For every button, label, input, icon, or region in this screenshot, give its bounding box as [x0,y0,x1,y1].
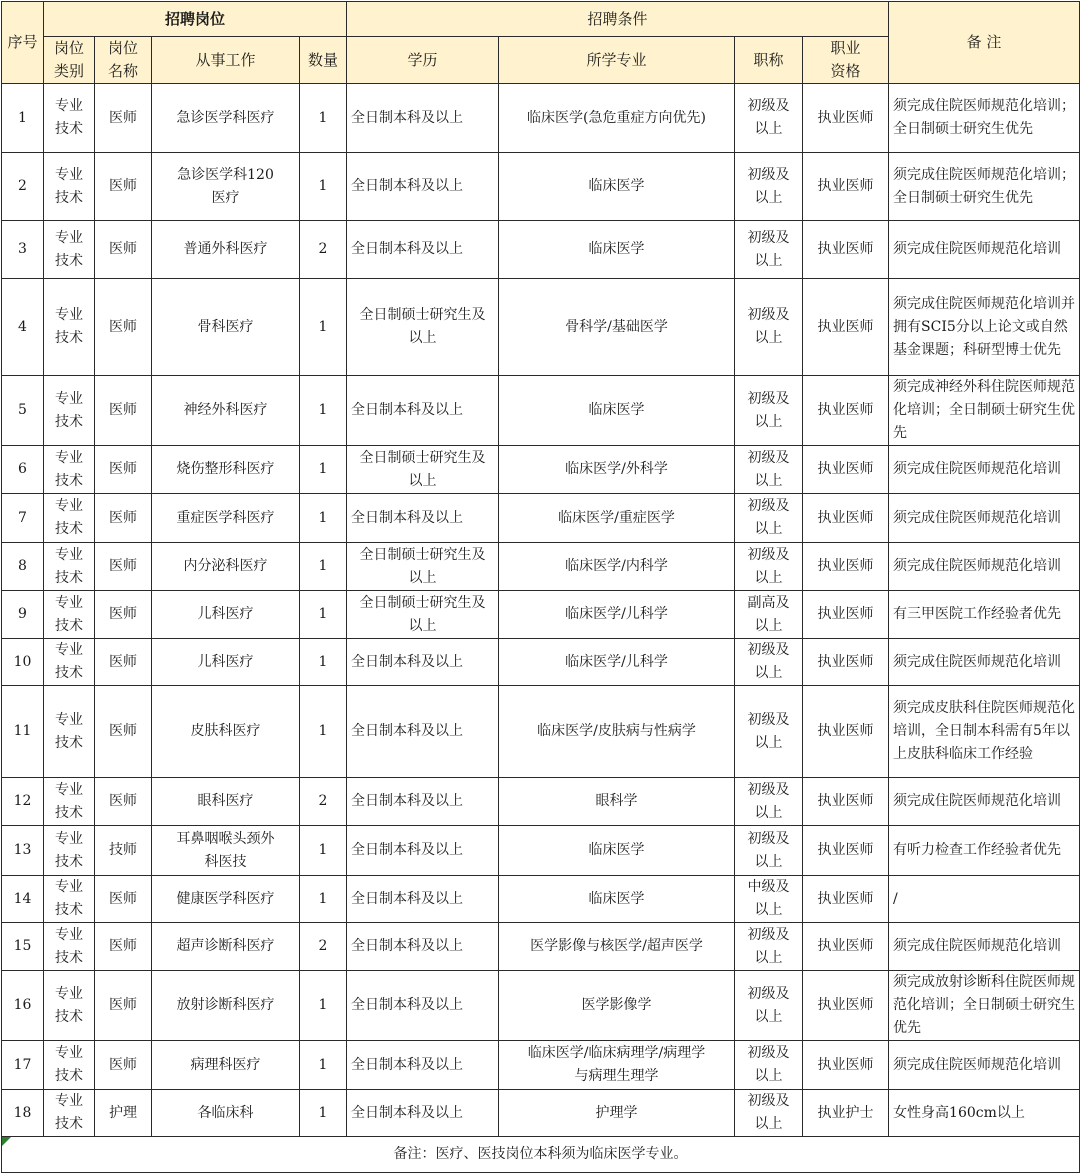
cell-education: 全日制本科及以上 [347,221,499,279]
cell-education: 全日制本科及以上 [347,153,499,221]
cell-count: 1 [300,826,347,876]
cell-post-category: 专业技术 [44,376,95,446]
cell-count: 1 [300,376,347,446]
cell-post-category: 专业技术 [44,971,95,1041]
cell-qualification: 执业医师 [803,923,889,971]
cell-post-category: 专业技术 [44,591,95,639]
cell-major: 临床医学 [499,376,735,446]
header-title: 职称 [735,37,803,84]
cell-qualification: 执业医师 [803,826,889,876]
cell-note: 须完成住院医师规范化培训；全日制硕士研究生优先 [889,153,1080,221]
cell-qualification: 执业医师 [803,686,889,778]
cell-title: 初级及以上 [735,639,803,686]
cell-work: 神经外科医疗 [152,376,300,446]
cell-seq: 18 [2,1090,44,1137]
cell-qualification: 执业医师 [803,639,889,686]
cell-work: 儿科医疗 [152,639,300,686]
cell-seq: 2 [2,153,44,221]
cell-major: 医学影像与核医学/超声医学 [499,923,735,971]
table-row [2,639,1080,686]
cell-post-name: 医师 [95,591,152,639]
header-education: 学历 [347,37,499,84]
cell-work: 耳鼻咽喉头颈外科医技 [152,826,300,876]
cell-seq: 16 [2,971,44,1041]
cell-count: 1 [300,971,347,1041]
cell-education: 全日制本科及以上 [347,826,499,876]
cell-post-name: 医师 [95,971,152,1041]
table-row [2,84,1080,153]
cell-seq: 10 [2,639,44,686]
cell-post-category: 专业技术 [44,84,95,153]
header-qualification: 职业资格 [803,37,889,84]
header-group-conditions: 招聘条件 [347,2,889,37]
cell-seq: 3 [2,221,44,279]
cell-note: 须完成皮肤科住院医师规范化培训，全日制本科需有5年以上皮肤科临床工作经验 [889,686,1080,778]
cell-note: / [889,876,1080,923]
cell-education: 全日制硕士研究生及以上 [347,446,499,494]
cell-education: 全日制本科及以上 [347,778,499,826]
cell-title: 初级及以上 [735,376,803,446]
cell-seq: 14 [2,876,44,923]
cell-work: 普通外科医疗 [152,221,300,279]
cell-post-category: 专业技术 [44,778,95,826]
cell-post-category: 专业技术 [44,153,95,221]
header-remark: 备 注 [889,2,1080,84]
cell-title: 初级及以上 [735,778,803,826]
cell-note: 须完成住院医师规范化培训 [889,1041,1080,1090]
cell-qualification: 执业医师 [803,446,889,494]
cell-post-name: 医师 [95,686,152,778]
cell-post-category: 专业技术 [44,876,95,923]
cell-title: 初级及以上 [735,494,803,543]
cell-count: 1 [300,153,347,221]
header-count: 数量 [300,37,347,84]
cell-work: 放射诊断科医疗 [152,971,300,1041]
cell-post-category: 专业技术 [44,639,95,686]
table-row [2,686,1080,778]
cell-post-category: 专业技术 [44,923,95,971]
cell-note: 须完成神经外科住院医师规范化培训；全日制硕士研究生优先 [889,376,1080,446]
cell-post-name: 医师 [95,778,152,826]
cell-seq: 11 [2,686,44,778]
cell-education: 全日制本科及以上 [347,1090,499,1137]
cell-qualification: 执业医师 [803,153,889,221]
cell-education: 全日制本科及以上 [347,376,499,446]
cell-major: 眼科学 [499,778,735,826]
cell-count: 1 [300,686,347,778]
table-row [2,923,1080,971]
cell-qualification: 执业医师 [803,494,889,543]
cell-seq: 17 [2,1041,44,1090]
cell-work: 皮肤科医疗 [152,686,300,778]
cell-work: 骨科医疗 [152,279,300,376]
cell-major: 临床医学/内科学 [499,543,735,591]
cell-work: 各临床科 [152,1090,300,1137]
cell-note: 须完成放射诊断科住院医师规范化培训；全日制硕士研究生优先 [889,971,1080,1041]
cell-title: 初级及以上 [735,1041,803,1090]
cell-note: 有听力检查工作经验者优先 [889,826,1080,876]
cell-work: 烧伤整形科医疗 [152,446,300,494]
table-row [2,971,1080,1041]
cell-post-name: 医师 [95,1041,152,1090]
cell-qualification: 执业医师 [803,376,889,446]
cell-post-name: 医师 [95,543,152,591]
cell-count: 1 [300,446,347,494]
cell-title: 初级及以上 [735,279,803,376]
cell-title: 中级及以上 [735,876,803,923]
cell-title: 初级及以上 [735,84,803,153]
header-post-category: 岗位类别 [44,37,95,84]
cell-seq: 9 [2,591,44,639]
cell-count: 1 [300,1090,347,1137]
cell-post-category: 专业技术 [44,494,95,543]
cell-work: 急诊医学科医疗 [152,84,300,153]
cell-education: 全日制本科及以上 [347,923,499,971]
cell-count: 1 [300,876,347,923]
header-post-name: 岗位名称 [95,37,152,84]
cell-qualification: 执业医师 [803,221,889,279]
cell-major: 临床医学 [499,221,735,279]
cell-note: 须完成住院医师规范化培训；全日制硕士研究生优先 [889,84,1080,153]
cell-major: 临床医学/重症医学 [499,494,735,543]
table-row [2,221,1080,279]
cell-post-category: 专业技术 [44,279,95,376]
cell-major: 临床医学(急危重症方向优先) [499,84,735,153]
table-row [2,494,1080,543]
cell-seq: 7 [2,494,44,543]
cell-seq: 8 [2,543,44,591]
cell-title: 初级及以上 [735,686,803,778]
table-row [2,591,1080,639]
cell-post-category: 专业技术 [44,1090,95,1137]
cell-major: 临床医学 [499,876,735,923]
cell-count: 1 [300,84,347,153]
cell-work: 重症医学科医疗 [152,494,300,543]
cell-post-name: 医师 [95,639,152,686]
cell-qualification: 执业医师 [803,876,889,923]
cell-post-name: 医师 [95,446,152,494]
cell-qualification: 执业医师 [803,279,889,376]
table-row [2,778,1080,826]
cell-count: 1 [300,639,347,686]
cell-seq: 6 [2,446,44,494]
cell-post-name: 技师 [95,826,152,876]
cell-major: 医学影像学 [499,971,735,1041]
cell-education: 全日制本科及以上 [347,1041,499,1090]
cell-seq: 4 [2,279,44,376]
table-row [2,153,1080,221]
cell-post-category: 专业技术 [44,1041,95,1090]
footer-note [2,1137,1080,1173]
cell-qualification: 执业医师 [803,543,889,591]
cell-note: 须完成住院医师规范化培训并拥有SCI5分以上论文或自然基金课题；科研型博士优先 [889,279,1080,376]
cell-title: 初级及以上 [735,446,803,494]
cell-note: 须完成住院医师规范化培训 [889,543,1080,591]
cell-count: 1 [300,591,347,639]
table-row [2,543,1080,591]
cell-seq: 5 [2,376,44,446]
cell-title: 初级及以上 [735,543,803,591]
cell-note: 女性身高160cm以上 [889,1090,1080,1137]
cell-seq: 1 [2,84,44,153]
footer-note-text: 备注：医疗、医技岗位本科须为临床医学专业。 [393,1146,688,1162]
cell-note: 须完成住院医师规范化培训 [889,494,1080,543]
cell-post-category: 专业技术 [44,221,95,279]
cell-qualification: 执业医师 [803,971,889,1041]
cell-post-category: 专业技术 [44,826,95,876]
cell-note: 须完成住院医师规范化培训 [889,923,1080,971]
cell-work: 超声诊断科医疗 [152,923,300,971]
cell-post-category: 专业技术 [44,543,95,591]
cell-post-name: 医师 [95,376,152,446]
table-row [2,876,1080,923]
cell-major: 临床医学 [499,153,735,221]
cell-post-category: 专业技术 [44,446,95,494]
cell-education: 全日制本科及以上 [347,971,499,1041]
cell-count: 1 [300,494,347,543]
cell-note: 须完成住院医师规范化培训 [889,446,1080,494]
cell-post-name: 医师 [95,153,152,221]
cell-major: 临床医学/儿科学 [499,639,735,686]
header-work: 从事工作 [152,37,300,84]
header-seq: 序号 [2,2,44,84]
cell-major: 护理学 [499,1090,735,1137]
table-row [2,279,1080,376]
recruitment-table [1,1,1080,1173]
cell-work: 眼科医疗 [152,778,300,826]
cell-qualification: 执业医师 [803,1041,889,1090]
cell-education: 全日制本科及以上 [347,639,499,686]
cell-note: 须完成住院医师规范化培训 [889,221,1080,279]
cell-title: 初级及以上 [735,221,803,279]
header-group-post: 招聘岗位 [44,2,347,37]
cell-education: 全日制硕士研究生及以上 [347,279,499,376]
cell-major: 临床医学/临床病理学/病理学与病理生理学 [499,1041,735,1090]
cell-work: 急诊医学科120医疗 [152,153,300,221]
cell-post-name: 医师 [95,279,152,376]
cell-title: 初级及以上 [735,1090,803,1137]
cell-education: 全日制硕士研究生及以上 [347,591,499,639]
cell-work: 病理科医疗 [152,1041,300,1090]
cell-note: 须完成住院医师规范化培训 [889,639,1080,686]
cell-seq: 12 [2,778,44,826]
cell-qualification: 执业医师 [803,591,889,639]
cell-title: 副高及以上 [735,591,803,639]
cell-education: 全日制本科及以上 [347,876,499,923]
cell-education: 全日制本科及以上 [347,494,499,543]
cell-post-name: 医师 [95,84,152,153]
cell-qualification: 执业医师 [803,84,889,153]
cell-title: 初级及以上 [735,826,803,876]
cell-count: 1 [300,1041,347,1090]
cell-education: 全日制本科及以上 [347,84,499,153]
header-major: 所学专业 [499,37,735,84]
cell-major: 临床医学/儿科学 [499,591,735,639]
cell-major: 临床医学/外科学 [499,446,735,494]
cell-note: 须完成住院医师规范化培训 [889,778,1080,826]
cell-work: 儿科医疗 [152,591,300,639]
cell-major: 临床医学/皮肤病与性病学 [499,686,735,778]
cell-count: 2 [300,221,347,279]
cell-count: 1 [300,543,347,591]
cell-count: 2 [300,778,347,826]
table-row [2,446,1080,494]
cell-seq: 15 [2,923,44,971]
cell-count: 2 [300,923,347,971]
cell-education: 全日制本科及以上 [347,686,499,778]
cell-note: 有三甲医院工作经验者优先 [889,591,1080,639]
cell-post-name: 医师 [95,876,152,923]
cell-work: 健康医学科医疗 [152,876,300,923]
cell-major: 骨科学/基础医学 [499,279,735,376]
cell-seq: 13 [2,826,44,876]
cell-qualification: 执业医师 [803,778,889,826]
cell-qualification: 执业护士 [803,1090,889,1137]
cell-post-name: 医师 [95,494,152,543]
cell-post-name: 护理 [95,1090,152,1137]
cell-education: 全日制硕士研究生及以上 [347,543,499,591]
cell-major: 临床医学 [499,826,735,876]
cell-title: 初级及以上 [735,971,803,1041]
table-row [2,1090,1080,1137]
cell-post-name: 医师 [95,221,152,279]
cell-title: 初级及以上 [735,153,803,221]
table-row [2,376,1080,446]
table-row [2,1041,1080,1090]
cell-post-name: 医师 [95,923,152,971]
corner-marker [2,1137,11,1146]
cell-count: 1 [300,279,347,376]
cell-work: 内分泌科医疗 [152,543,300,591]
table-row [2,826,1080,876]
cell-post-category: 专业技术 [44,686,95,778]
cell-title: 初级及以上 [735,923,803,971]
